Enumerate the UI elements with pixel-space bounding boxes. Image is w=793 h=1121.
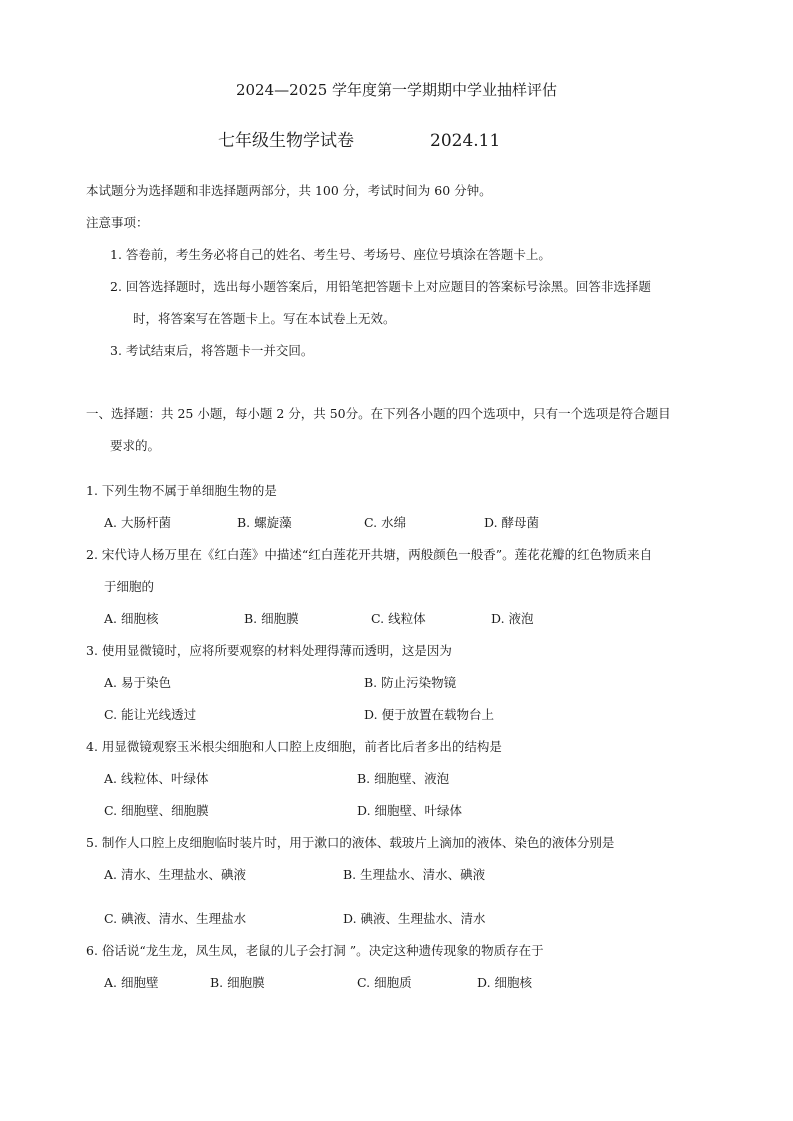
- option-5b: B. 生理盐水、清水、碘液: [343, 867, 486, 882]
- option-4b: B. 细胞壁、液泡: [357, 771, 450, 786]
- option-3b: B. 防止污染物镜: [364, 675, 457, 690]
- option-5d: D. 碘液、生理盐水、清水: [343, 911, 486, 926]
- note-item: 3. 考试结束后，将答题卡一并交回。: [110, 343, 314, 358]
- question-stem-3: 3. 使用显微镜时，应将所要观察的材料处理得薄而透明，这是因为: [86, 643, 452, 658]
- option-2c: C. 线粒体: [371, 611, 426, 626]
- question-stem-1: 1. 下列生物不属于单细胞生物的是: [86, 483, 277, 498]
- section-heading: 一、选择题：共 25 小题，每小题 2 分，共 50分。在下列各小题的四个选项中，只有一个选项是符合题目: [86, 406, 671, 421]
- exam-title: 2024—2025 学年度第一学期期中学业抽样评估: [235, 81, 558, 99]
- option-2a: A. 细胞核: [104, 611, 159, 626]
- question-stem-2: 2. 宋代诗人杨万里在《红白莲》中描述“红白莲花开共塘，两般颜色一般香”。莲花花瓣的红色物质来自: [86, 547, 653, 562]
- option-6a: A. 细胞壁: [104, 975, 159, 990]
- option-6d: D. 细胞核: [477, 975, 533, 990]
- note-item-continued: 时，将答案写在答题卡上。写在本试卷上无效。: [133, 311, 396, 326]
- option-4d: D. 细胞壁、叶绿体: [357, 803, 463, 818]
- option-4c: C. 细胞壁、细胞膜: [104, 803, 209, 818]
- notes-heading: 注意事项：: [86, 215, 149, 230]
- exam-date: 2024.11: [430, 131, 501, 151]
- question-stem-4: 4. 用显微镜观察玉米根尖细胞和人口腔上皮细胞，前者比后者多出的结构是: [86, 739, 502, 754]
- option-2b: B. 细胞膜: [244, 611, 299, 626]
- option-1a: A. 大肠杆菌: [104, 515, 171, 530]
- option-6c: C. 细胞质: [357, 975, 412, 990]
- option-4a: A. 线粒体、叶绿体: [104, 771, 209, 786]
- question-stem-2-continued: 于细胞的: [104, 579, 155, 594]
- option-2d: D. 液泡: [491, 611, 534, 626]
- option-3c: C. 能让光线透过: [104, 707, 197, 722]
- exam-subtitle: 七年级生物学试卷: [218, 131, 354, 151]
- section-heading-continued: 要求的。: [110, 438, 161, 453]
- option-1b: B. 螺旋藻: [237, 515, 292, 530]
- question-stem-5: 5. 制作人口腔上皮细胞临时装片时，用于漱口的液体、载玻片上滴加的液体、染色的液体分别是: [86, 835, 615, 850]
- note-item: 1. 答卷前，考生务必将自己的姓名、考生号、考场号、座位号填涂在答题卡上。: [110, 247, 551, 262]
- note-item: 2. 回答选择题时，选出每小题答案后，用铅笔把答题卡上对应题目的答案标号涂黑。回答非选择题: [110, 279, 651, 294]
- option-1c: C. 水绵: [364, 515, 407, 530]
- option-5c: C. 碘液、清水、生理盐水: [104, 911, 247, 926]
- option-3d: D. 便于放置在载物台上: [364, 707, 495, 722]
- option-6b: B. 细胞膜: [210, 975, 265, 990]
- option-3a: A. 易于染色: [104, 675, 171, 690]
- exam-intro: 本试题分为选择题和非选择题两部分，共 100 分，考试时间为 60 分钟。: [86, 183, 492, 198]
- option-5a: A. 清水、生理盐水、碘液: [104, 867, 246, 882]
- option-1d: D. 酵母菌: [484, 515, 540, 530]
- question-stem-6: 6. 俗话说“龙生龙，凤生凤，老鼠的儿子会打洞 ”。决定这种遗传现象的物质存在于: [86, 943, 544, 958]
